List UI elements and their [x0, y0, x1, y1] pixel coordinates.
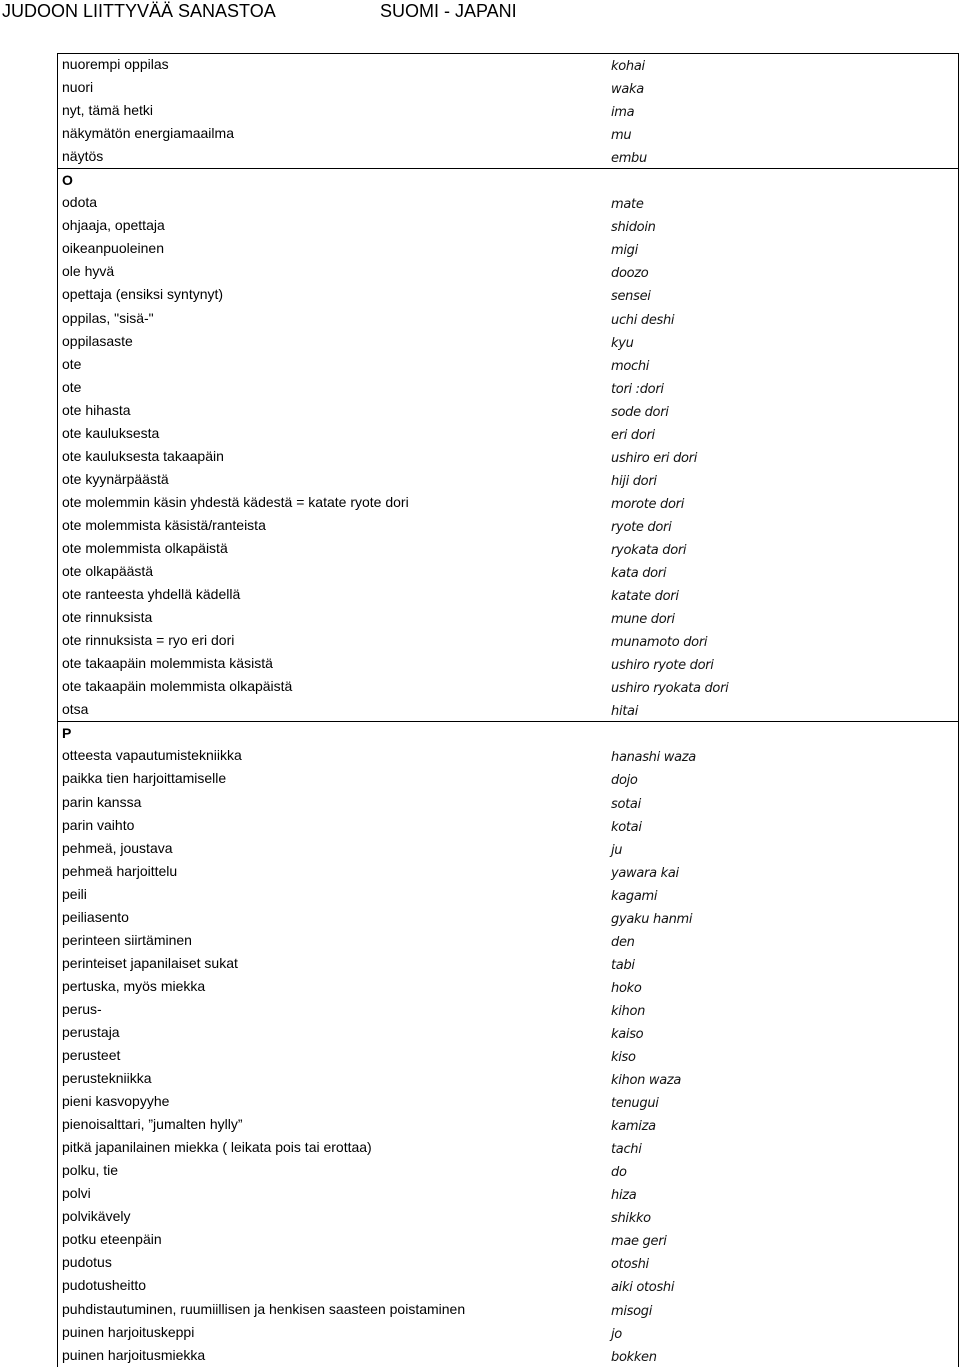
table-row [57, 560, 959, 583]
finnish-term: ote molemmista olkapäistä [62, 539, 228, 556]
japanese-term: munamoto dori [611, 635, 708, 651]
table-row [57, 883, 959, 906]
japanese-term: tenugui [611, 1096, 659, 1112]
table-row [57, 860, 959, 883]
japanese-term: hanashi waza [611, 750, 696, 766]
japanese-term: otoshi [611, 1257, 649, 1273]
document-title: JUDOON LIITTYVÄÄ SANASTOA [2, 1, 276, 21]
japanese-term: sode dori [611, 404, 669, 420]
japanese-term: shidoin [611, 220, 656, 236]
japanese-term: kata dori [611, 566, 667, 582]
table-row [57, 330, 959, 353]
finnish-term: puinen harjoitusmiekka [62, 1346, 206, 1363]
japanese-term: ushiro ryote dori [611, 658, 714, 674]
finnish-term: ote ranteesta yhdellä kädellä [62, 586, 241, 603]
japanese-term: sensei [611, 289, 651, 305]
finnish-term: pieni kasvopyyhe [62, 1093, 170, 1110]
japanese-term: jo [611, 1326, 622, 1342]
japanese-term: kaiso [611, 1026, 644, 1042]
table-row [57, 767, 959, 790]
section-letter: O [62, 172, 73, 189]
finnish-term: puinen harjoituskeppi [62, 1323, 195, 1340]
finnish-term: pitkä japanilainen miekka ( leikata pois tai erottaa) [62, 1139, 372, 1156]
table-row [57, 791, 959, 814]
finnish-term: potku eteenpäin [62, 1231, 162, 1248]
table-row [57, 1205, 959, 1228]
finnish-term: ote kyynärpäästä [62, 470, 169, 487]
table-row [57, 514, 959, 537]
japanese-term: misogi [611, 1303, 653, 1319]
finnish-term: perinteen siirtäminen [62, 931, 192, 948]
finnish-term: pienoisalttari, ”jumalten hylly” [62, 1116, 243, 1133]
japanese-term: embu [611, 151, 647, 167]
table-row [57, 399, 959, 422]
finnish-term: ote takaapäin molemmista olkapäistä [62, 678, 293, 695]
table-row [57, 1136, 959, 1159]
japanese-term: bokken [611, 1349, 657, 1365]
japanese-term: kyu [611, 335, 634, 351]
japanese-term: hiza [611, 1188, 637, 1204]
table-row [57, 1159, 959, 1182]
japanese-term: ryote dori [611, 519, 672, 535]
table-row [57, 237, 959, 260]
japanese-term: migi [611, 243, 638, 259]
table-row [57, 837, 959, 860]
finnish-term: ote rinnuksista [62, 609, 153, 626]
japanese-term: ushiro eri dori [611, 450, 698, 466]
japanese-term: kihon waza [611, 1073, 682, 1089]
japanese-term: mate [611, 197, 644, 213]
table-row [57, 906, 959, 929]
finnish-term: peili [62, 885, 87, 902]
japanese-term: kohai [611, 59, 645, 74]
finnish-term: ote molemmin käsin yhdestä kädestä = katate ryote dori [62, 493, 409, 510]
table-row [57, 1090, 959, 1113]
table-row [57, 445, 959, 468]
japanese-term: ima [611, 105, 635, 121]
finnish-term: odota [62, 194, 98, 211]
japanese-term: dojo [611, 773, 638, 789]
japanese-term: kamiza [611, 1119, 656, 1135]
finnish-term: ote rinnuksista = ryo eri dori [62, 632, 235, 649]
japanese-term: hiji dori [611, 473, 657, 489]
table-row [57, 652, 959, 675]
finnish-term: ole hyvä [62, 263, 115, 280]
table-row [57, 1251, 959, 1274]
table-row [57, 1228, 959, 1251]
japanese-term: mochi [611, 358, 650, 374]
finnish-term: nyt, tämä hetki [62, 102, 154, 119]
table-row [57, 1182, 959, 1205]
table-row [57, 353, 959, 376]
table-row [57, 76, 959, 99]
table-row [57, 537, 959, 560]
table-row [57, 422, 959, 445]
finnish-term: polvikävely [62, 1208, 131, 1225]
japanese-term: sotai [611, 796, 641, 812]
finnish-term: perinteiset japanilaiset sukat [62, 954, 238, 971]
section-row [57, 168, 959, 191]
table-row [57, 998, 959, 1021]
japanese-term: tabi [611, 957, 635, 973]
table-row [57, 1321, 959, 1344]
japanese-term: eri dori [611, 427, 655, 443]
vocabulary-table [57, 53, 959, 1367]
finnish-term: pehmeä harjoittelu [62, 862, 178, 879]
table-row [57, 1067, 959, 1090]
table-row [57, 1021, 959, 1044]
table-row [57, 744, 959, 767]
japanese-term: hitai [611, 704, 639, 720]
finnish-term: perustekniikka [62, 1070, 152, 1087]
finnish-term: polvi [62, 1185, 91, 1202]
finnish-term: pertuska, myös miekka [62, 977, 206, 994]
finnish-term: ote molemmista käsistä/ranteista [62, 516, 266, 533]
table-row [57, 307, 959, 330]
table-row [57, 952, 959, 975]
japanese-term: ryokata dori [611, 542, 687, 558]
table-row [57, 1274, 959, 1297]
finnish-term: polku, tie [62, 1162, 119, 1179]
japanese-term: ju [611, 842, 623, 858]
finnish-term: paikka tien harjoittamiselle [62, 770, 227, 787]
table-row [57, 698, 959, 721]
table-row [57, 468, 959, 491]
japanese-term: mae geri [611, 1234, 667, 1250]
finnish-term: oikeanpuoleinen [62, 240, 164, 257]
finnish-term: perustaja [62, 1023, 120, 1040]
japanese-term: kiso [611, 1050, 636, 1066]
finnish-term: puhdistautuminen, ruumiillisen ja henkisen saasteen poistaminen [62, 1300, 466, 1317]
finnish-term: oppilas, "sisä-" [62, 309, 154, 326]
japanese-term: aiki otoshi [611, 1280, 675, 1296]
japanese-term: do [611, 1165, 627, 1181]
table-row [57, 1044, 959, 1067]
table-row [57, 191, 959, 214]
table-row [57, 629, 959, 652]
table-row [57, 1298, 959, 1321]
japanese-term: mune dori [611, 612, 675, 628]
finnish-term: otsa [62, 701, 89, 718]
finnish-term: perus- [62, 1000, 102, 1017]
finnish-term: ohjaaja, opettaja [62, 217, 165, 234]
table-row [57, 122, 959, 145]
finnish-term: pudotusheitto [62, 1277, 147, 1294]
japanese-term: uchi deshi [611, 312, 675, 328]
japanese-term: tori :dori [611, 381, 664, 397]
finnish-term: näkymätön energiamaailma [62, 125, 234, 142]
section-letter: P [62, 725, 72, 742]
finnish-term: opettaja (ensiksi syntynyt) [62, 286, 224, 303]
table-row [57, 53, 959, 76]
finnish-term: ote hihasta [62, 401, 131, 418]
table-row [57, 929, 959, 952]
japanese-term: tachi [611, 1142, 642, 1158]
table-row [57, 145, 959, 168]
finnish-term: pudotus [62, 1254, 112, 1271]
finnish-term: parin kanssa [62, 793, 142, 810]
japanese-term: gyaku hanmi [611, 911, 693, 927]
table-row [57, 975, 959, 998]
japanese-term: yawara kai [611, 865, 679, 881]
table-row [57, 675, 959, 698]
japanese-term: morote dori [611, 496, 685, 512]
finnish-term: nuorempi oppilas [62, 56, 169, 72]
finnish-term: nuori [62, 79, 94, 96]
finnish-term: ote kauluksesta [62, 424, 160, 441]
table-row [57, 583, 959, 606]
japanese-term: den [611, 934, 635, 950]
table-row [57, 283, 959, 306]
finnish-term: ote takaapäin molemmista käsistä [62, 655, 273, 672]
finnish-term: oppilasaste [62, 332, 133, 349]
document-subtitle: SUOMI - JAPANI [380, 1, 517, 21]
japanese-term: kagami [611, 888, 658, 904]
table-row [57, 260, 959, 283]
finnish-term: perusteet [62, 1047, 121, 1064]
japanese-term: mu [611, 128, 632, 144]
japanese-term: doozo [611, 266, 649, 282]
table-row [57, 214, 959, 237]
japanese-term: kotai [611, 819, 642, 835]
japanese-term: waka [611, 82, 644, 98]
japanese-term: hoko [611, 980, 642, 996]
table-row [57, 606, 959, 629]
finnish-term: otteesta vapautumistekniikka [62, 747, 242, 764]
japanese-term: kihon [611, 1003, 646, 1019]
finnish-term: parin vaihto [62, 816, 135, 833]
finnish-term: ote kauluksesta takaapäin [62, 447, 224, 464]
table-row [57, 99, 959, 122]
table-row [57, 814, 959, 837]
finnish-term: näytös [62, 148, 104, 165]
japanese-term: katate dori [611, 589, 679, 605]
table-row [57, 1344, 959, 1367]
finnish-term: pehmeä, joustava [62, 839, 173, 856]
japanese-term: shikko [611, 1211, 651, 1227]
finnish-term: ote [62, 378, 82, 395]
section-row [57, 721, 959, 744]
table-row [57, 1113, 959, 1136]
table-row [57, 491, 959, 514]
finnish-term: ote [62, 355, 82, 372]
table-row [57, 376, 959, 399]
japanese-term: ushiro ryokata dori [611, 681, 729, 697]
finnish-term: ote olkapäästä [62, 563, 154, 580]
finnish-term: peiliasento [62, 908, 129, 925]
